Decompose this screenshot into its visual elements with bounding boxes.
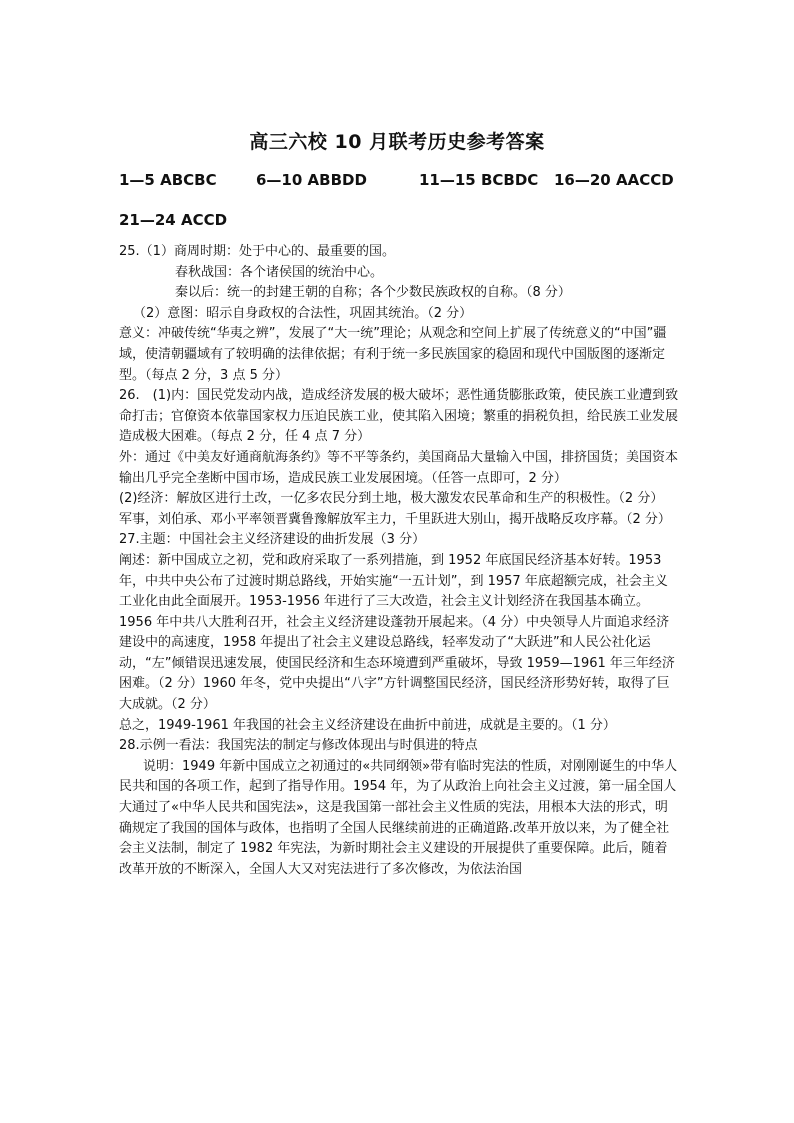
choice-answer-11-15: 11—15 BCBDC <box>419 171 539 189</box>
q27-theme: 27.主题：中国社会主义经济建设的曲折发展（3 分） <box>119 532 426 548</box>
q27-elaboration: 阐述：新中国成立之初，党和政府采取了一系列措施，到 1952 年底国民经济基本好转。1953 年，中共中央公布了过渡时期总路线，开始实施“一五计划”，到 1957 年底超额完成，社会主义工业化由此全面展开。1953-1956 年进行了三大改造，社会主义计划经济在我国基本确立。1956 年中共八大胜利召开，社会主义经济建设蓬勃开展起来。（4 分）中央领导人片面追求经济建设中的高速度，1958 年提出了社会主义建设总路线，轻率发动了“大跃进”和人民公社化运动，“左”倾错误迅速发展，使国民经济和生态环境遭到严重破坏，导致 1959—1961 年三年经济困难。（2 分）1960 年冬，党中央提出“八字”方针调整国民经济，国民经济形势好转，取得了巨大成就。（2 分） <box>119 552 675 713</box>
answer-body <box>119 242 679 880</box>
choice-answers-row-1 <box>119 171 674 189</box>
page-title: 高三六校 10 月联考历史参考答案 <box>249 131 545 153</box>
q25-part1-line3: 秦以后：统一的封建王朝的自称；各个少数民族政权的自称。（8 分） <box>175 285 571 301</box>
choice-answer-21-24: 21—24 ACCD <box>119 211 228 229</box>
q27-conclusion: 总之，1949-1961 年我国的社会主义经济建设在曲折中前进，成就是主要的。（1 分） <box>119 717 616 733</box>
choice-answer-1-5: 1—5 ABCBC <box>119 171 217 189</box>
q28-explanation: 说明：1949 年新中国成立之初通过的«共同纲领»带有临时宪法的性质，对刚刚诞生的中华人民共和国的各项工作，起到了指导作用。1954 年，为了从政治上向社会主义过渡，第一届全国人大通过了«中华人民共和国宪法»，这是我国第一部社会主义性质的宪法，用根本大法的形式，明确规定了我国的国体与政体，也指明了全国人民继续前进的正确道路.改革开放以来，为了健全社会主义法制，制定了 1982 年宪法，为新时期社会主义建设的开展提供了重要保障。此后，随着改革开放的不断深入，全国人大又对宪法进行了多次修改，为依法治国 <box>119 758 678 877</box>
q28-view: 28.示例一看法：我国宪法的制定与修改体现出与时俱进的特点 <box>119 738 478 754</box>
choice-answer-6-10: 6—10 ABBDD <box>256 171 367 189</box>
q26-part2-military: 军事，刘伯承、邓小平率领晋冀鲁豫解放军主力，千里跃进大别山，揭开战略反攻序幕。（2 分） <box>119 511 671 527</box>
q25-part2-significance: 意义：冲破传统“华夷之辨”，发展了“大一统”理论；从观念和空间上扩展了传统意义的“中国”疆域，使清朝疆域有了较明确的法律依据；有利于统一多民族国家的稳固和现代中国版图的逐渐定型。（每点 2 分，3 点 5 分） <box>119 326 667 383</box>
q26-part1-internal: 26. (1)内：国民党发动内战，造成经济发展的极大破坏；恶性通货膨胀政策，使民族工业遭到致命打击；官僚资本依靠国家权力压迫民族工业，使其陷入困境；繁重的捐税负担，给民族工业发展造成极大困难。（每点 2 分，任 4 点 7 分） <box>119 388 679 445</box>
choice-answer-16-20: 16—20 AACCD <box>554 171 674 189</box>
q26-part1-external: 外：通过《中美友好通商航海条约》等不平等条约，美国商品大量输入中国，排挤国货；美国资本输出几乎完全垄断中国市场，造成民族工业发展困境。（任答一点即可，2 分） <box>119 449 679 486</box>
q25-part2-intent: （2）意图：昭示自身政权的合法性，巩固其统治。（2 分） <box>133 305 473 321</box>
choice-answers-row-2 <box>119 211 227 229</box>
q25-part1-line2: 春秋战国：各个诸侯国的统治中心。 <box>175 264 384 280</box>
q26-part2-economy: (2)经济：解放区进行土改，一亿多农民分到土地，极大激发农民革命和生产的积极性。（2 分） <box>119 491 664 507</box>
q25-part1-line1: 25.（1）商周时期：处于中心的、最重要的国。 <box>119 244 395 259</box>
